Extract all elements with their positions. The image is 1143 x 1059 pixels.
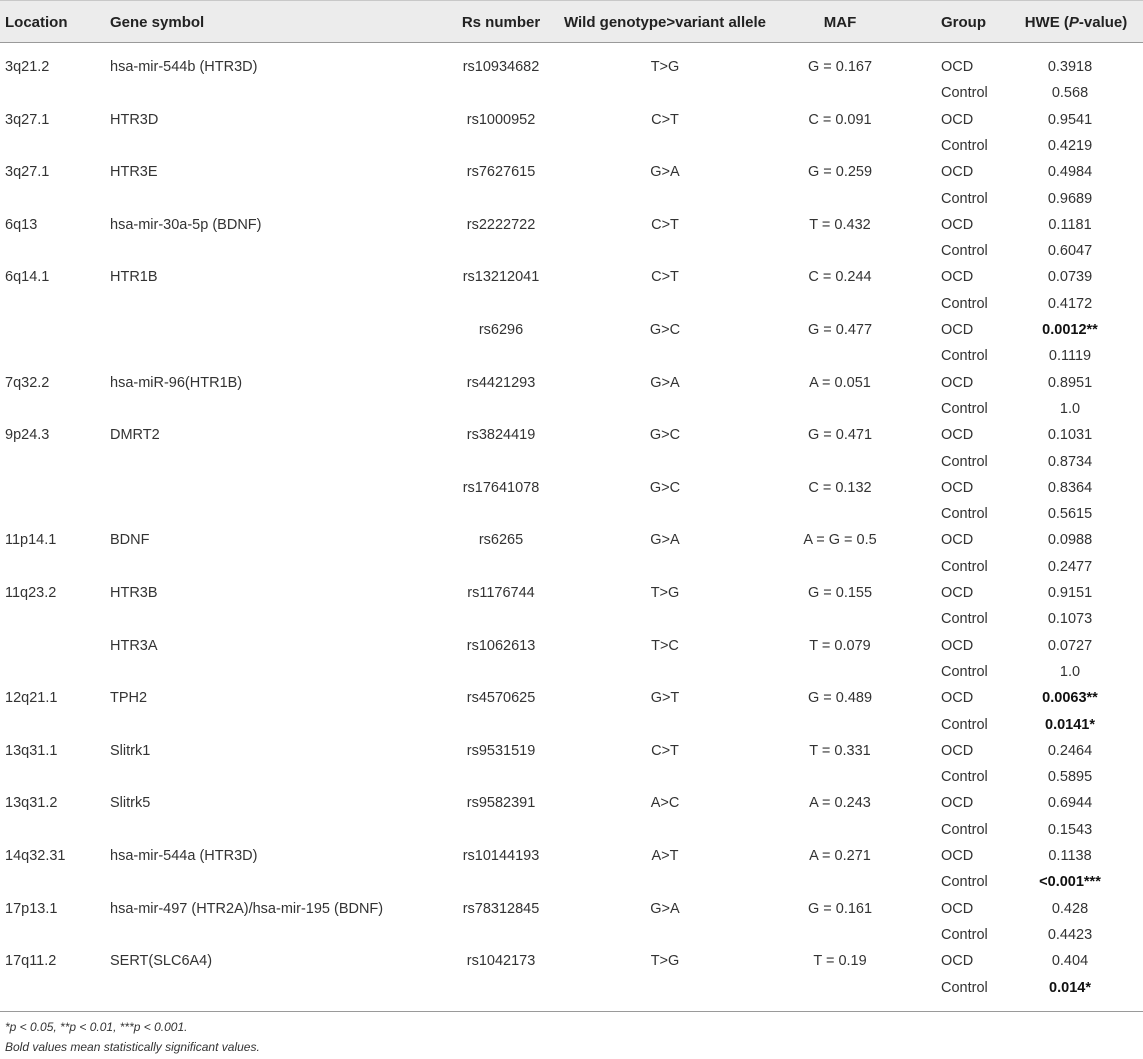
table-row [0,291,1143,317]
table-bottom-rule [0,1011,1143,1012]
group-cell: Control [941,506,988,523]
table-row [0,107,1143,133]
hwe-cell: 0.4172 [1047,295,1093,312]
genotype-cell: T>G [650,953,680,970]
maf-cell [740,869,940,895]
gene-symbol-cell: DMRT2 [110,427,160,444]
rs-number-cell: rs2222722 [466,216,536,233]
genotype-cell: C>T [651,111,679,128]
location-cell: 3q21.2 [5,59,50,75]
group-cell: Control [941,611,988,628]
gene-symbol-cell: Slitrk5 [110,795,151,812]
table-row [0,422,1143,448]
table-row [0,922,1143,948]
group-cell: Control [941,716,988,733]
genotype-cell: A>T [651,848,679,864]
hwe-cell: 0.428 [1051,900,1089,917]
table-row [0,449,1143,475]
genotype-cell [560,133,770,159]
hwe-cell: 0.9541 [1047,111,1093,128]
maf-cell: T = 0.079 [809,637,871,654]
hwe-cell: 0.0727 [1047,637,1093,654]
maf-cell [740,238,940,264]
gene-symbol-cell: Slitrk1 [110,742,151,759]
maf-cell [740,764,940,790]
hwe-cell: 0.0012** [1042,322,1098,338]
table-row [0,317,1143,343]
genotype-cell: G>C [649,427,681,444]
maf-cell: T = 0.432 [809,216,871,233]
gene-symbol-cell: HTR3B [110,585,158,601]
gene-symbol-cell: hsa-mir-497 (HTR2A)/hsa-mir-195 (BDNF) [110,900,384,917]
rs-number-cell: rs4570625 [466,690,536,707]
group-cell: OCD [941,427,974,444]
maf-cell: C = 0.244 [808,269,872,286]
location-cell: 9p24.3 [5,427,50,444]
genotype-cell [560,606,770,632]
genotype-cell [560,869,770,895]
hwe-cell: 0.2464 [1047,742,1093,759]
maf-cell [740,186,940,212]
table-row [0,133,1143,159]
maf-cell: A = G = 0.5 [803,532,877,549]
maf-cell: A = 0.243 [809,795,871,812]
location-cell: 14q32.31 [5,848,66,864]
group-cell: OCD [941,269,974,286]
group-cell: OCD [941,690,974,707]
maf-cell [740,922,940,948]
table-row [0,685,1143,711]
hwe-cell: 0.1138 [1048,848,1092,864]
hwe-cell: 0.1181 [1048,216,1092,233]
table-row [0,370,1143,396]
table-row [0,790,1143,816]
genotype-cell: T>C [651,637,679,654]
group-cell: Control [941,926,988,943]
group-cell: Control [941,295,988,312]
header-rs-number: Rs number [461,14,541,31]
genotype-cell: C>T [651,742,679,759]
location-cell: 6q13 [5,216,38,233]
table-row [0,580,1143,606]
rs-number-cell: rs4421293 [466,374,536,391]
location-cell: 3q27.1 [5,111,50,128]
group-cell: OCD [941,59,974,75]
genotype-cell [560,449,770,475]
genotype-cell: G>A [650,164,680,181]
gene-symbol-cell: hsa-miR-96(HTR1B) [110,374,243,391]
rs-number-cell: rs10144193 [462,848,540,864]
group-cell: OCD [941,953,974,970]
genotype-cell [560,396,770,422]
hwe-cell: 0.1119 [1048,348,1092,365]
table-row [0,869,1143,895]
group-cell: Control [941,558,988,575]
group-cell: OCD [941,164,974,181]
genotype-cell: A>C [650,795,680,812]
hwe-cell: 0.6944 [1047,795,1093,812]
genotype-cell [560,186,770,212]
hwe-cell: 0.5895 [1047,769,1093,786]
genotype-cell: C>T [651,269,679,286]
maf-cell [740,712,940,738]
location-cell: 11q23.2 [5,585,57,601]
table-row [0,186,1143,212]
header-genotype: Wild genotype>variant allele [563,14,766,31]
table-row [0,501,1143,527]
group-cell: Control [941,821,988,838]
significance-footnote: *p < 0.05, **p < 0.01, ***p < 0.001. [5,1020,188,1034]
table-row [0,80,1143,106]
hwe-cell: 0.4423 [1047,926,1093,943]
rs-number-cell: rs6296 [478,322,524,338]
hwe-cell: 0.8364 [1047,479,1093,496]
genotype-cell: G>T [650,690,680,707]
table-row [0,606,1143,632]
location-cell: 17q11.2 [5,953,57,970]
group-cell: OCD [941,479,974,496]
maf-cell: G = 0.161 [807,900,873,917]
header-hwe-prefix: HWE ( [1024,14,1069,31]
maf-cell: G = 0.155 [807,585,873,601]
genotype-cell: G>A [650,374,680,391]
hwe-cell: 0.404 [1051,953,1089,970]
genotype-cell [560,501,770,527]
group-cell: Control [941,137,988,154]
rs-number-cell: rs1062613 [466,637,536,654]
genotype-cell: G>A [650,532,680,549]
maf-cell: G = 0.477 [807,322,873,338]
group-cell: Control [941,400,988,417]
hwe-cell: 0.3918 [1047,59,1093,75]
maf-cell: T = 0.331 [809,742,871,759]
gene-symbol-cell: BDNF [110,532,150,549]
hwe-cell: 0.8734 [1047,453,1093,470]
genotype-cell [560,659,770,685]
rs-number-cell: rs13212041 [462,269,540,286]
table-header-row [0,0,1143,43]
hwe-cell: 0.8951 [1047,374,1093,391]
genotype-cell: G>C [649,322,681,338]
header-group: Group [941,14,986,31]
bold-values-footnote: Bold values mean statistically significant values. [5,1040,260,1054]
header-hwe [1010,1,1142,44]
rs-number-cell: rs9531519 [466,742,536,759]
maf-cell: G = 0.471 [807,427,873,444]
maf-cell [740,291,940,317]
group-cell: Control [941,663,988,680]
group-cell: OCD [941,795,974,812]
location-cell: 7q32.2 [5,374,50,391]
group-cell: Control [941,769,988,786]
maf-cell: A = 0.051 [809,374,871,391]
genotype-cell [560,238,770,264]
maf-cell [740,343,940,369]
hwe-cell: 0.4984 [1047,164,1093,181]
table-row [0,159,1143,185]
table-row [0,238,1143,264]
genotype-cell [560,291,770,317]
gene-symbol-cell: HTR3A [110,637,158,654]
genotype-cell [560,922,770,948]
rs-number-cell: rs7627615 [466,164,536,181]
group-cell: OCD [941,637,974,654]
header-hwe-suffix: -value) [1078,14,1128,31]
hwe-cell: 0.2477 [1047,558,1093,575]
group-cell: OCD [941,900,974,917]
group-cell: OCD [941,374,974,391]
gene-symbol-cell: hsa-mir-544b (HTR3D) [110,59,258,75]
rs-number-cell: rs6265 [478,532,524,549]
hwe-cell: 1.0 [1059,663,1081,680]
gene-symbol-cell: HTR1B [110,269,158,286]
group-cell: OCD [941,532,974,549]
maf-cell [740,606,940,632]
group-cell: OCD [941,585,974,601]
rs-number-cell: rs1176744 [467,585,535,601]
table-row [0,843,1143,869]
gene-symbol-cell: TPH2 [110,690,148,707]
gene-symbol-cell: hsa-mir-30a-5p (BDNF) [110,216,262,233]
location-cell: 6q14.1 [5,269,50,286]
maf-cell: G = 0.167 [807,59,873,75]
group-cell: Control [941,453,988,470]
group-cell: Control [941,348,988,365]
maf-cell [740,554,940,580]
table-row [0,738,1143,764]
gene-symbol-cell: HTR3E [110,164,158,181]
maf-cell: C = 0.091 [808,111,872,128]
genotype-cell [560,975,770,1001]
table-row [0,764,1143,790]
table-row [0,54,1143,80]
table-row [0,527,1143,553]
hwe-cell: 0.1073 [1047,611,1093,628]
header-location: Location [5,14,68,31]
group-cell: Control [941,243,988,260]
genotype-cell: T>G [650,59,680,75]
table-row [0,475,1143,501]
hwe-cell: 0.0988 [1047,532,1093,549]
hwe-cell: 0.0739 [1047,269,1093,286]
hwe-cell: 0.014* [1049,979,1091,996]
maf-cell [740,133,940,159]
header-hwe-p: P [1068,14,1079,31]
hwe-cell: 0.1031 [1047,427,1093,444]
maf-cell: A = 0.271 [809,848,871,864]
group-cell: Control [941,979,988,996]
gene-symbol-cell: hsa-mir-544a (HTR3D) [110,848,258,864]
table-row [0,948,1143,974]
maf-cell: T = 0.19 [813,953,867,970]
maf-cell [740,501,940,527]
table-row [0,712,1143,738]
header-gene-symbol: Gene symbol [110,14,205,31]
hwe-cell: 0.1543 [1047,821,1093,838]
gene-symbol-cell: HTR3D [110,111,159,128]
genotype-cell [560,764,770,790]
rs-number-cell: rs1042173 [466,953,536,970]
genotype-cell: T>G [650,585,680,601]
rs-number-cell: rs17641078 [462,479,540,496]
hwe-cell: 0.5615 [1047,506,1093,523]
rs-number-cell: rs1000952 [466,111,536,128]
maf-cell: C = 0.132 [808,479,872,496]
group-cell: Control [941,85,988,102]
table-row [0,554,1143,580]
maf-cell [740,975,940,1001]
hwe-cell: 0.9151 [1047,585,1093,601]
maf-cell [740,659,940,685]
location-cell: 12q21.1 [5,690,58,707]
group-cell: OCD [941,742,974,759]
table-row [0,659,1143,685]
genotype-cell [560,817,770,843]
table-row [0,896,1143,922]
header-maf: MAF [823,14,857,31]
group-cell: OCD [941,848,974,864]
group-cell: Control [941,874,988,891]
maf-cell [740,817,940,843]
genotype-cell: C>T [651,216,679,233]
location-cell: 17p13.1 [5,900,58,917]
group-cell: Control [941,190,988,207]
genotype-cell [560,343,770,369]
hwe-cell: 0.4219 [1047,137,1093,154]
rs-number-cell: rs9582391 [466,795,536,812]
location-cell: 11p14.1 [5,532,57,549]
genotype-cell [560,80,770,106]
hwe-cell: 0.568 [1051,85,1089,102]
rs-number-cell: rs78312845 [462,900,540,917]
location-cell: 13q31.1 [5,742,58,759]
hwe-cell: 0.9689 [1047,190,1093,207]
rs-number-cell: rs3824419 [466,427,536,444]
table-row [0,633,1143,659]
maf-cell: G = 0.259 [807,164,873,181]
genotype-cell: G>C [649,479,681,496]
rs-number-cell: rs10934682 [462,59,540,75]
maf-cell [740,449,940,475]
table-row [0,975,1143,1001]
hwe-cell: 1.0 [1059,400,1081,417]
hwe-cell: 0.6047 [1047,243,1093,260]
maf-cell: G = 0.489 [807,690,873,707]
maf-cell [740,396,940,422]
genotype-cell [560,554,770,580]
hwe-cell: <0.001*** [1039,874,1101,891]
hwe-cell: 0.0063** [1042,690,1098,707]
table-row [0,817,1143,843]
genotype-cell: G>A [650,900,680,917]
gene-symbol-cell: SERT(SLC6A4) [110,953,213,970]
table-row [0,264,1143,290]
table-row [0,396,1143,422]
group-cell: OCD [941,111,974,128]
group-cell: OCD [941,216,974,233]
table-row [0,343,1143,369]
genotype-cell [560,712,770,738]
maf-cell [740,80,940,106]
table-row [0,212,1143,238]
hwe-cell: 0.0141* [1045,716,1095,733]
location-cell: 3q27.1 [5,164,50,181]
location-cell: 13q31.2 [5,795,58,812]
group-cell: OCD [941,322,974,338]
